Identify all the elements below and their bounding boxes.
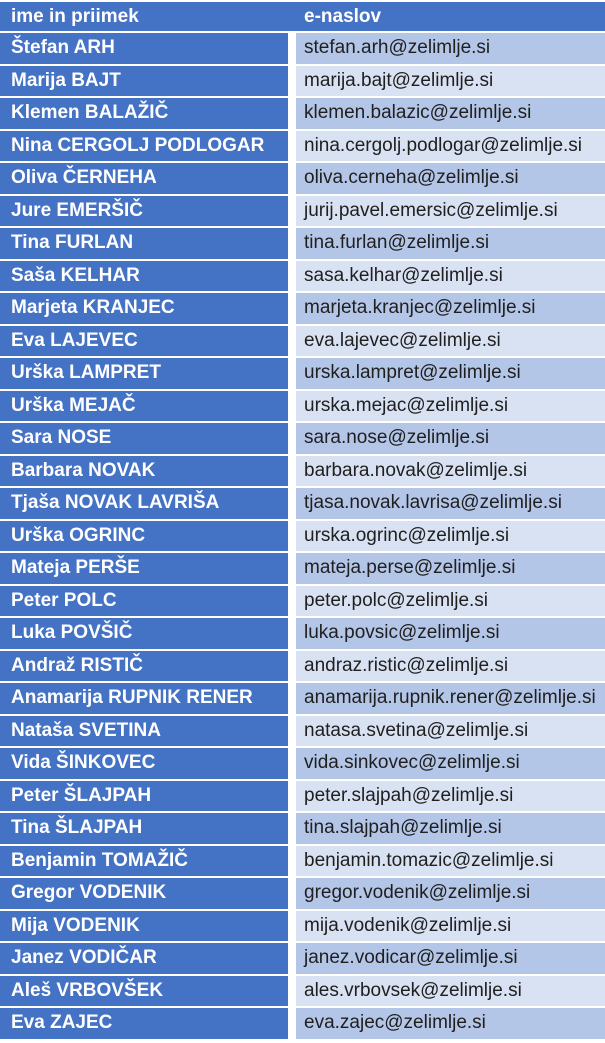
email-cell: mateja.perse@zelimlje.si [296,553,605,584]
table-header-row [0,2,605,31]
name-cell: Saša KELHAR [0,261,288,292]
name-cell: Sara NOSE [0,423,288,454]
name-cell: Urška LAMPRET [0,358,288,389]
email-cell: urska.ogrinc@zelimlje.si [296,521,605,552]
email-cell: luka.povsic@zelimlje.si [296,618,605,649]
name-cell: Vida ŠINKOVEC [0,748,288,779]
name-cell: Eva LAJEVEC [0,326,288,357]
name-cell: Anamarija RUPNIK RENER [0,683,288,714]
email-cell: mija.vodenik@zelimlje.si [296,911,605,942]
email-cell: sasa.kelhar@zelimlje.si [296,261,605,292]
email-cell: oliva.cerneha@zelimlje.si [296,163,605,194]
name-cell: Jure EMERŠIČ [0,196,288,227]
name-cell: Mateja PERŠE [0,553,288,584]
column-header-name: ime in priimek [11,5,139,27]
email-cell: gregor.vodenik@zelimlje.si [296,878,605,909]
email-cell: jurij.pavel.emersic@zelimlje.si [296,196,605,227]
name-cell: Tina FURLAN [0,228,288,259]
email-cell: urska.lampret@zelimlje.si [296,358,605,389]
email-cell: stefan.arh@zelimlje.si [296,33,605,64]
name-cell: Klemen BALAŽIČ [0,98,288,129]
name-cell: Tina ŠLAJPAH [0,813,288,844]
email-cell: klemen.balazic@zelimlje.si [296,98,605,129]
name-cell: Benjamin TOMAŽIČ [0,846,288,877]
email-cell: eva.zajec@zelimlje.si [296,1008,605,1039]
email-cell: eva.lajevec@zelimlje.si [296,326,605,357]
email-cell: janez.vodicar@zelimlje.si [296,943,605,974]
column-header-email: e-naslov [304,5,382,27]
name-cell: Marjeta KRANJEC [0,293,288,324]
name-cell: Barbara NOVAK [0,456,288,487]
name-cell: Aleš VRBOVŠEK [0,976,288,1007]
name-cell: Andraž RISTIČ [0,651,288,682]
name-cell: Mija VODENIK [0,911,288,942]
name-cell: Urška OGRINC [0,521,288,552]
email-cell: barbara.novak@zelimlje.si [296,456,605,487]
name-cell: Štefan ARH [0,33,288,64]
name-cell: Gregor VODENIK [0,878,288,909]
email-cell: sara.nose@zelimlje.si [296,423,605,454]
email-cell: urska.mejac@zelimlje.si [296,391,605,422]
email-cell: tina.slajpah@zelimlje.si [296,813,605,844]
name-cell: Peter POLC [0,586,288,617]
name-cell: Nataša SVETINA [0,716,288,747]
email-cell: anamarija.rupnik.rener@zelimlje.si [296,683,605,714]
name-cell: Janez VODIČAR [0,943,288,974]
name-cell: Peter ŠLAJPAH [0,781,288,812]
email-cell: vida.sinkovec@zelimlje.si [296,748,605,779]
email-cell: benjamin.tomazic@zelimlje.si [296,846,605,877]
email-cell: marija.bajt@zelimlje.si [296,66,605,97]
name-cell: Tjaša NOVAK LAVRIŠA [0,488,288,519]
email-cell: tina.furlan@zelimlje.si [296,228,605,259]
email-cell: peter.polc@zelimlje.si [296,586,605,617]
email-cell: marjeta.kranjec@zelimlje.si [296,293,605,324]
name-cell: Oliva ČERNEHA [0,163,288,194]
email-cell: peter.slajpah@zelimlje.si [296,781,605,812]
name-cell: Marija BAJT [0,66,288,97]
email-cell: andraz.ristic@zelimlje.si [296,651,605,682]
name-cell: Urška MEJAČ [0,391,288,422]
name-cell: Nina CERGOLJ PODLOGAR [0,131,288,162]
name-cell: Eva ZAJEC [0,1008,288,1039]
email-cell: natasa.svetina@zelimlje.si [296,716,605,747]
email-cell: ales.vrbovsek@zelimlje.si [296,976,605,1007]
email-cell: tjasa.novak.lavrisa@zelimlje.si [296,488,605,519]
name-cell: Luka POVŠIČ [0,618,288,649]
email-cell: nina.cergolj.podlogar@zelimlje.si [296,131,605,162]
